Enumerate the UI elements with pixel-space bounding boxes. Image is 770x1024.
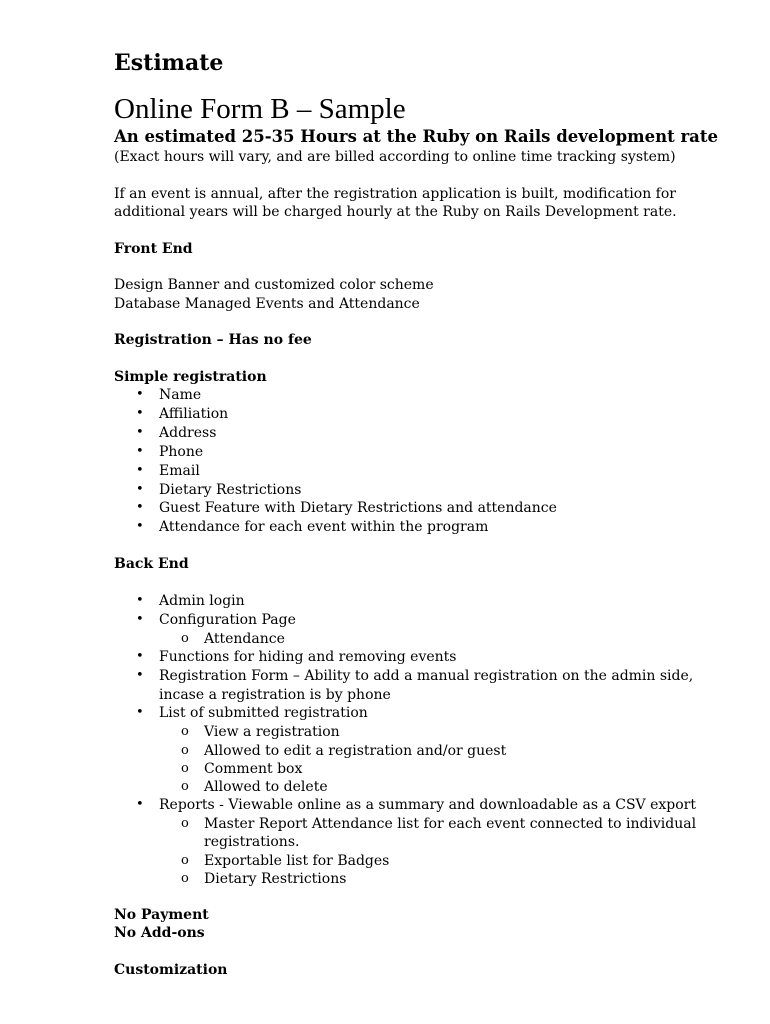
customization-heading: Customization <box>114 961 228 978</box>
bullet-icon: • <box>136 667 144 683</box>
list-item: • Configuration Page o Attendance <box>114 611 734 648</box>
sub-list-item: o Attendance <box>181 630 285 647</box>
list-item: • Admin login <box>136 592 245 609</box>
hours-estimate-subtitle: An estimated 25-35 Hours at the Ruby on Rails development rate <box>114 127 718 146</box>
no-addons-label: No Add-ons <box>114 925 205 942</box>
bullet-icon: • <box>136 405 144 421</box>
back-end-list <box>114 592 734 888</box>
front-end-item: Database Managed Events and Attendance <box>114 295 420 312</box>
front-end-item: Design Banner and customized color scheme <box>114 277 434 293</box>
circle-bullet-icon: o <box>181 779 189 794</box>
bullet-icon: • <box>136 592 144 608</box>
bullet-icon: • <box>136 705 144 721</box>
list-item: • Guest Feature with Dietary Restrictions and attendance <box>136 500 557 517</box>
bullet-icon: • <box>136 443 144 459</box>
circle-bullet-icon: o <box>181 724 189 740</box>
circle-bullet-icon: o <box>181 760 189 776</box>
estimate-heading: Estimate <box>114 50 224 76</box>
list-item: • List of submitted registration o View a registration o Allowed to edit a registration and/or guest o Comment box o Allowed to delete <box>114 704 734 796</box>
bullet-icon: • <box>136 500 144 516</box>
bullet-icon: • <box>136 424 144 440</box>
sub-list-item: o Dietary Restrictions <box>181 870 347 887</box>
sub-list-item: o Exportable list for Badges <box>181 852 390 869</box>
bullet-icon: • <box>136 462 144 478</box>
registration-heading: Registration – Has no fee <box>114 332 312 348</box>
bullet-icon: • <box>136 519 144 535</box>
sub-list-item: o View a registration <box>181 724 340 741</box>
sub-list <box>159 630 734 648</box>
bullet-icon: • <box>136 387 144 402</box>
simple-registration-list <box>114 386 734 537</box>
circle-bullet-icon: o <box>181 870 189 886</box>
sub-list-item: o Allowed to delete <box>181 779 328 795</box>
no-payment-label: No Payment <box>114 906 209 923</box>
list-item: • Registration Form – Ability to add a manual registration on the admin side, incase a registration is by phone <box>136 667 694 703</box>
simple-registration-heading: Simple registration <box>114 368 267 385</box>
circle-bullet-icon: o <box>181 852 189 868</box>
list-item: • Dietary Restrictions <box>136 481 302 498</box>
list-item: • Email <box>136 462 200 479</box>
page-title: Online Form B – Sample <box>114 93 406 125</box>
annual-note-line-2: additional years will be charged hourly at the Ruby on Rails Development rate. <box>114 204 677 220</box>
billing-note: (Exact hours will vary, and are billed according to online time tracking system) <box>114 149 676 165</box>
sub-list-item: o Master Report Attendance list for each event connected to individual registrations. <box>181 816 697 851</box>
sub-list <box>159 815 734 888</box>
bullet-icon: • <box>136 611 144 627</box>
circle-bullet-icon: o <box>181 816 189 832</box>
list-item: • Attendance for each event within the program <box>136 519 489 536</box>
list-item: • Name <box>136 387 202 403</box>
circle-bullet-icon: o <box>181 742 189 758</box>
bullet-icon: • <box>136 648 144 664</box>
back-end-heading: Back End <box>114 556 189 573</box>
bullet-icon: • <box>136 797 144 813</box>
list-item: • Address <box>136 424 217 441</box>
sub-list-item: o Allowed to edit a registration and/or guest <box>181 742 507 759</box>
document-page <box>114 48 734 979</box>
list-item: • Phone <box>136 443 204 460</box>
annual-note-line-1: If an event is annual, after the registration application is built, modification for <box>114 185 676 202</box>
list-item: • Affiliation <box>136 405 229 422</box>
list-item: • Reports - Viewable online as a summary and downloadable as a CSV export o Master Report Attendance list for each event connected to individual registrations. o Exportable list for Badges o Dietary Restrictions <box>114 796 734 888</box>
sub-list-item: o Comment box <box>181 760 303 777</box>
bullet-icon: • <box>136 481 144 497</box>
sub-list <box>159 723 734 796</box>
circle-bullet-icon: o <box>181 630 189 646</box>
list-item: • Functions for hiding and removing events <box>136 648 457 665</box>
front-end-heading: Front End <box>114 240 193 257</box>
